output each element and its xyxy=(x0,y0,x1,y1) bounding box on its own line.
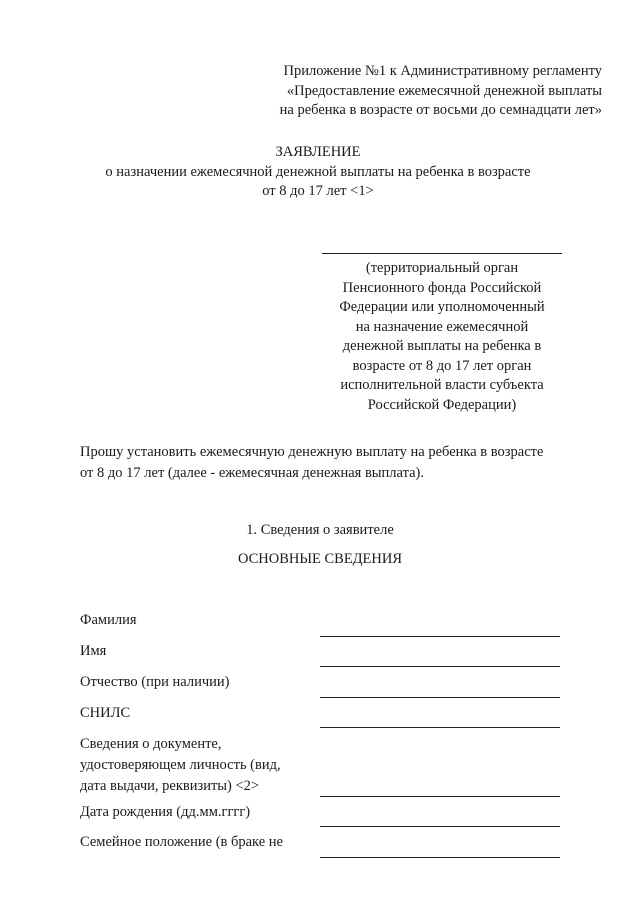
patronymic-field[interactable] xyxy=(320,697,560,698)
field-label-text: Отчество (при наличии) xyxy=(80,674,230,690)
field-label-text: удостоверяющем личность (вид, xyxy=(80,757,281,773)
addressee-line-text: (территориальный орган xyxy=(365,260,519,276)
first-name-label xyxy=(80,641,310,662)
addressee-line-text: исполнительной власти субъекта xyxy=(340,377,544,393)
surname-field[interactable] xyxy=(320,636,560,637)
patronymic-label xyxy=(80,672,310,693)
appendix-line: на ребенка в возрасте от восьми до семнадцати лет» xyxy=(279,102,602,118)
addressee-line-text: на назначение ежемесячной xyxy=(355,318,529,335)
section-title: 1. Сведения о заявителе xyxy=(246,522,394,538)
marital-status-field[interactable] xyxy=(320,857,560,858)
field-label-text: СНИЛС xyxy=(80,705,131,721)
title-line: о назначении ежемесячной денежной выплаты на ребенка в возрасте xyxy=(105,163,531,180)
title-line: от 8 до 17 лет <1> xyxy=(262,183,374,199)
field-label-text: Семейное положение (в браке не xyxy=(80,834,283,850)
appendix-line: «Предоставление ежемесячной денежной выплаты xyxy=(286,82,602,99)
field-label-text: Сведения о документе, xyxy=(80,736,222,752)
identity-document-label xyxy=(80,734,310,797)
field-label-text: Фамилия xyxy=(80,612,137,628)
birth-date-field[interactable] xyxy=(320,826,560,827)
snils-field[interactable] xyxy=(320,727,560,728)
appendix-header xyxy=(242,62,602,121)
field-label-text: Дата рождения (дд.мм.гггг) xyxy=(80,804,251,820)
identity-document-field[interactable] xyxy=(320,796,560,797)
addressee-line-text: Пенсионного фонда Российской xyxy=(342,279,542,296)
birth-date-label xyxy=(80,802,310,823)
addressee-blank-line[interactable] xyxy=(322,253,562,254)
surname-label xyxy=(80,610,310,631)
marital-status-label xyxy=(80,832,310,853)
subsection-title: ОСНОВНЫЕ СВЕДЕНИЯ xyxy=(237,551,403,567)
addressee-line-text: Российской Федерации) xyxy=(367,396,517,413)
addressee-caption xyxy=(322,259,562,415)
title-heading: ЗАЯВЛЕНИЕ xyxy=(275,144,361,160)
snils-label xyxy=(80,703,310,724)
addressee-line-text: возрасте от 8 до 17 лет орган xyxy=(352,357,532,374)
document-title xyxy=(60,143,576,202)
addressee-line-text: денежной выплаты на ребенка в xyxy=(342,338,542,354)
request-line: Прошу установить ежемесячную денежную выплату на ребенка в возрасте xyxy=(80,444,544,460)
request-line: от 8 до 17 лет (далее - ежемесячная денежная выплата). xyxy=(80,465,424,481)
request-paragraph xyxy=(80,442,580,484)
field-label-text: дата выдачи, реквизиты) <2> xyxy=(80,778,260,794)
field-label-text: Имя xyxy=(80,643,107,659)
addressee-line-text: Федерации или уполномоченный xyxy=(339,299,545,315)
first-name-field[interactable] xyxy=(320,666,560,667)
appendix-line: Приложение №1 к Административному регламенту xyxy=(283,63,602,79)
